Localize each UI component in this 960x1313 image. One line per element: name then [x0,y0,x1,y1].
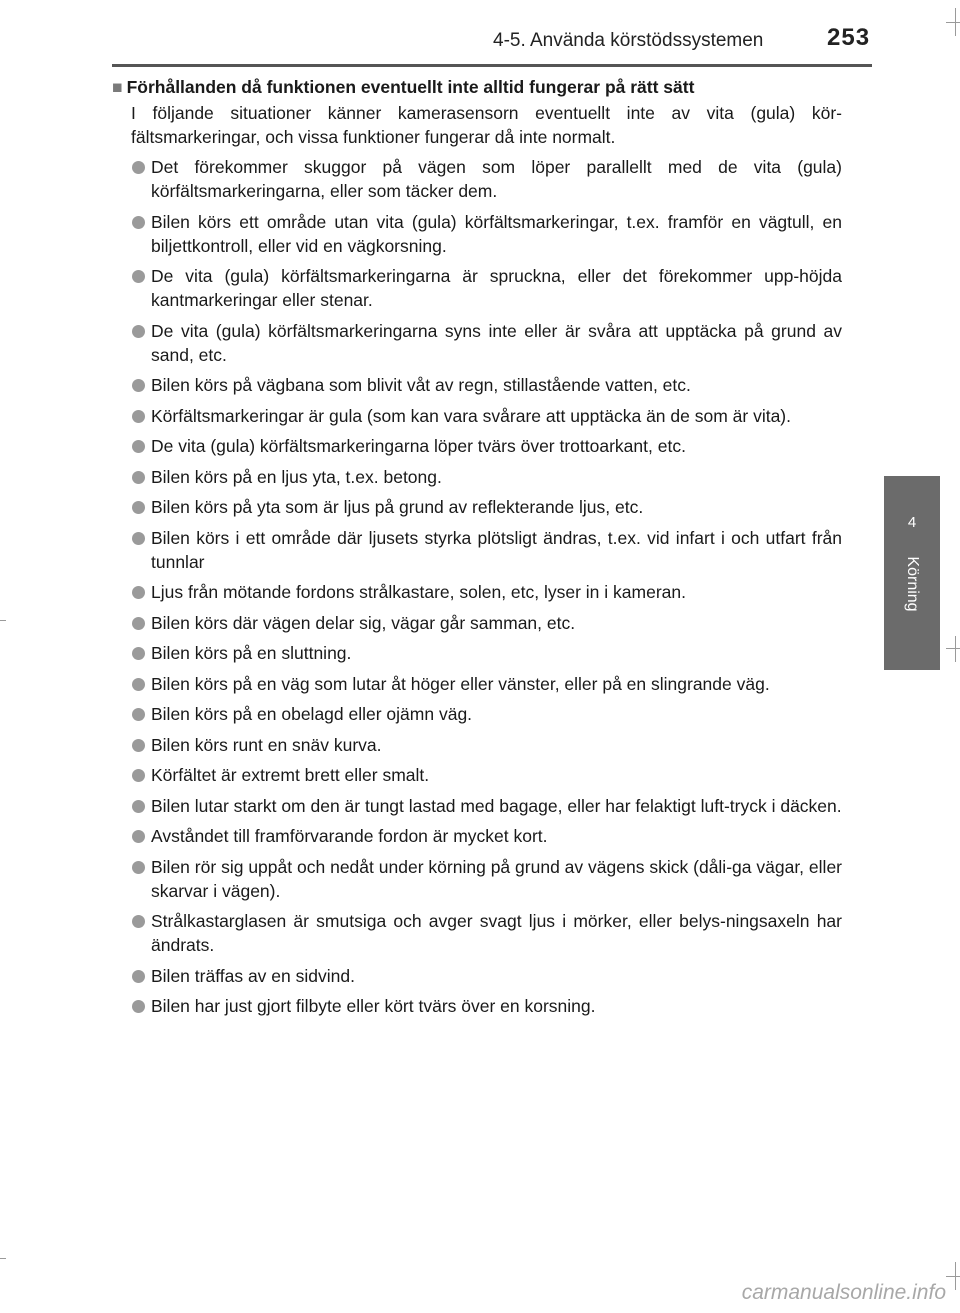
list-item-text: Ljus från mötande fordons strålkastare, solen, etc, lyser in i kameran. [151,582,686,602]
bullet-dot-icon [132,379,145,392]
chapter-number: 4 [907,514,917,531]
header-section-title: 4-5. Använda körstödssystemen [493,30,764,51]
list-item-text: Bilen körs på en väg som lutar åt höger eller vänster, eller på en slingrande väg. [151,673,770,694]
main-content [112,74,842,1025]
bullet-dot-icon [132,769,145,782]
list-item-text: Strålkastarglasen är smutsiga och avger svagt ljus i mörker, eller belys-ningsaxeln har ändrats. [151,911,842,955]
list-item [112,404,842,428]
bullet-dot-icon [132,970,145,983]
list-item [112,794,842,818]
list-item-text: Bilen körs på en sluttning. [151,643,352,663]
list-item [112,155,842,203]
list-item-text: De vita (gula) körfältsmarkeringarna syns inte eller är svåra att upptäcka på grund av sand, etc. [151,320,842,365]
list-item [112,373,842,397]
bullet-dot-icon [132,440,145,453]
bullet-dot-icon [132,471,145,484]
list-item-text: Bilen körs där vägen delar sig, vägar går samman, etc. [151,612,576,633]
bullet-dot-icon [132,915,145,928]
condition-list [112,155,842,1018]
bullet-dot-icon [132,617,145,630]
list-item [112,855,842,903]
list-item [112,994,842,1018]
bullet-dot-icon [132,861,145,874]
list-item [112,465,842,489]
list-item-text: Bilen har just gjort filbyte eller kört tvärs över en korsning. [151,996,596,1016]
bullet-dot-icon [132,501,145,514]
bullet-dot-icon [132,739,145,752]
header-divider [112,64,872,67]
list-item-text: Det förekommer skuggor på vägen som löper parallellt med de vita (gula) körfältsmarkeringarna, eller som täcker dem. [151,157,842,201]
page-number: 253 [827,24,871,51]
chapter-label: Körning [904,556,921,612]
list-item [112,702,842,726]
bullet-dot-icon [132,1000,145,1013]
list-item [112,434,842,458]
crop-mark [946,22,960,23]
list-item [112,909,842,957]
bullet-dot-icon [132,800,145,813]
bullet-dot-icon [132,325,145,338]
list-item [112,611,842,635]
list-item [112,495,842,519]
list-item-text: De vita (gula) körfältsmarkeringarna löper tvärs över trottoarkant, etc. [151,436,686,456]
crop-mark [955,1262,956,1290]
crop-mark [946,648,960,649]
list-item-text: Bilen körs i ett område där ljusets styrka plötsligt ändras, t.ex. vid infart i och utfart från tunnlar [151,527,842,572]
bullet-dot-icon [132,830,145,843]
bullet-dot-icon [132,586,145,599]
bullet-dot-icon [132,647,145,660]
bullet-dot-icon [132,270,145,283]
list-item-text: Körfältsmarkeringar är gula (som kan vara svårare att upptäcka än de som är vita). [151,405,791,426]
list-item-text: Bilen träffas av en sidvind. [151,965,355,986]
list-item [112,672,842,696]
list-item [112,210,842,258]
list-item [112,580,842,604]
section-heading [112,74,842,101]
list-item-text: Bilen körs på en obelagd eller ojämn väg. [151,704,473,724]
list-item-text: Bilen körs ett område utan vita (gula) körfältsmarkeringar, t.ex. framför en vägtull, en biljettkontroll, eller vid en vägkorsning. [151,211,842,256]
intro-paragraph: I följande situationer känner kamerasensorn eventuellt inte av vita (gula) kör-fältsmarkeringar, och vissa funktioner fungerar då inte normalt. [131,103,842,147]
crop-mark [946,1276,960,1277]
list-item-text: Bilen rör sig uppåt och nedåt under körning på grund av vägens skick (dåli-ga vägar, eller skarvar i vägen). [151,856,842,901]
watermark: carmanualsonline.info [741,1281,946,1304]
bullet-dot-icon [132,216,145,229]
list-item-text: De vita (gula) körfältsmarkeringarna är spruckna, eller det förekommer upp-höjda kantmarkeringar eller stenar. [151,266,842,310]
section-heading-text: Förhållanden då funktionen eventuellt inte alltid fungerar på rätt sätt [126,77,695,97]
list-item-text: Bilen körs runt en snäv kurva. [151,734,382,755]
list-item-text: Avståndet till framförvarande fordon är mycket kort. [151,826,548,846]
chapter-tab [884,476,940,670]
list-item-text: Bilen lutar starkt om den är tungt lastad med bagage, eller har felaktigt luft-tryck i däcken. [151,795,842,816]
list-item [112,733,842,757]
crop-mark [0,1258,6,1259]
list-item [112,641,842,665]
list-item [112,964,842,988]
list-item [112,824,842,848]
bullet-dot-icon [132,708,145,721]
list-item-text: Bilen körs på yta som är ljus på grund av reflekterande ljus, etc. [151,497,644,517]
crop-mark [0,620,6,621]
list-item [112,763,842,787]
bullet-dot-icon [132,410,145,423]
square-bullet-icon: ■ [112,77,123,97]
bullet-dot-icon [132,161,145,174]
bullet-dot-icon [132,678,145,691]
list-item [112,264,842,312]
bullet-dot-icon [132,532,145,545]
crop-mark [955,8,956,36]
crop-mark [955,636,956,662]
list-item [112,526,842,574]
list-item-text: Körfältet är extremt brett eller smalt. [151,765,430,785]
list-item-text: Bilen körs på vägbana som blivit våt av regn, stillastående vatten, etc. [151,375,691,395]
list-item [112,319,842,367]
list-item-text: Bilen körs på en ljus yta, t.ex. betong. [151,466,442,487]
